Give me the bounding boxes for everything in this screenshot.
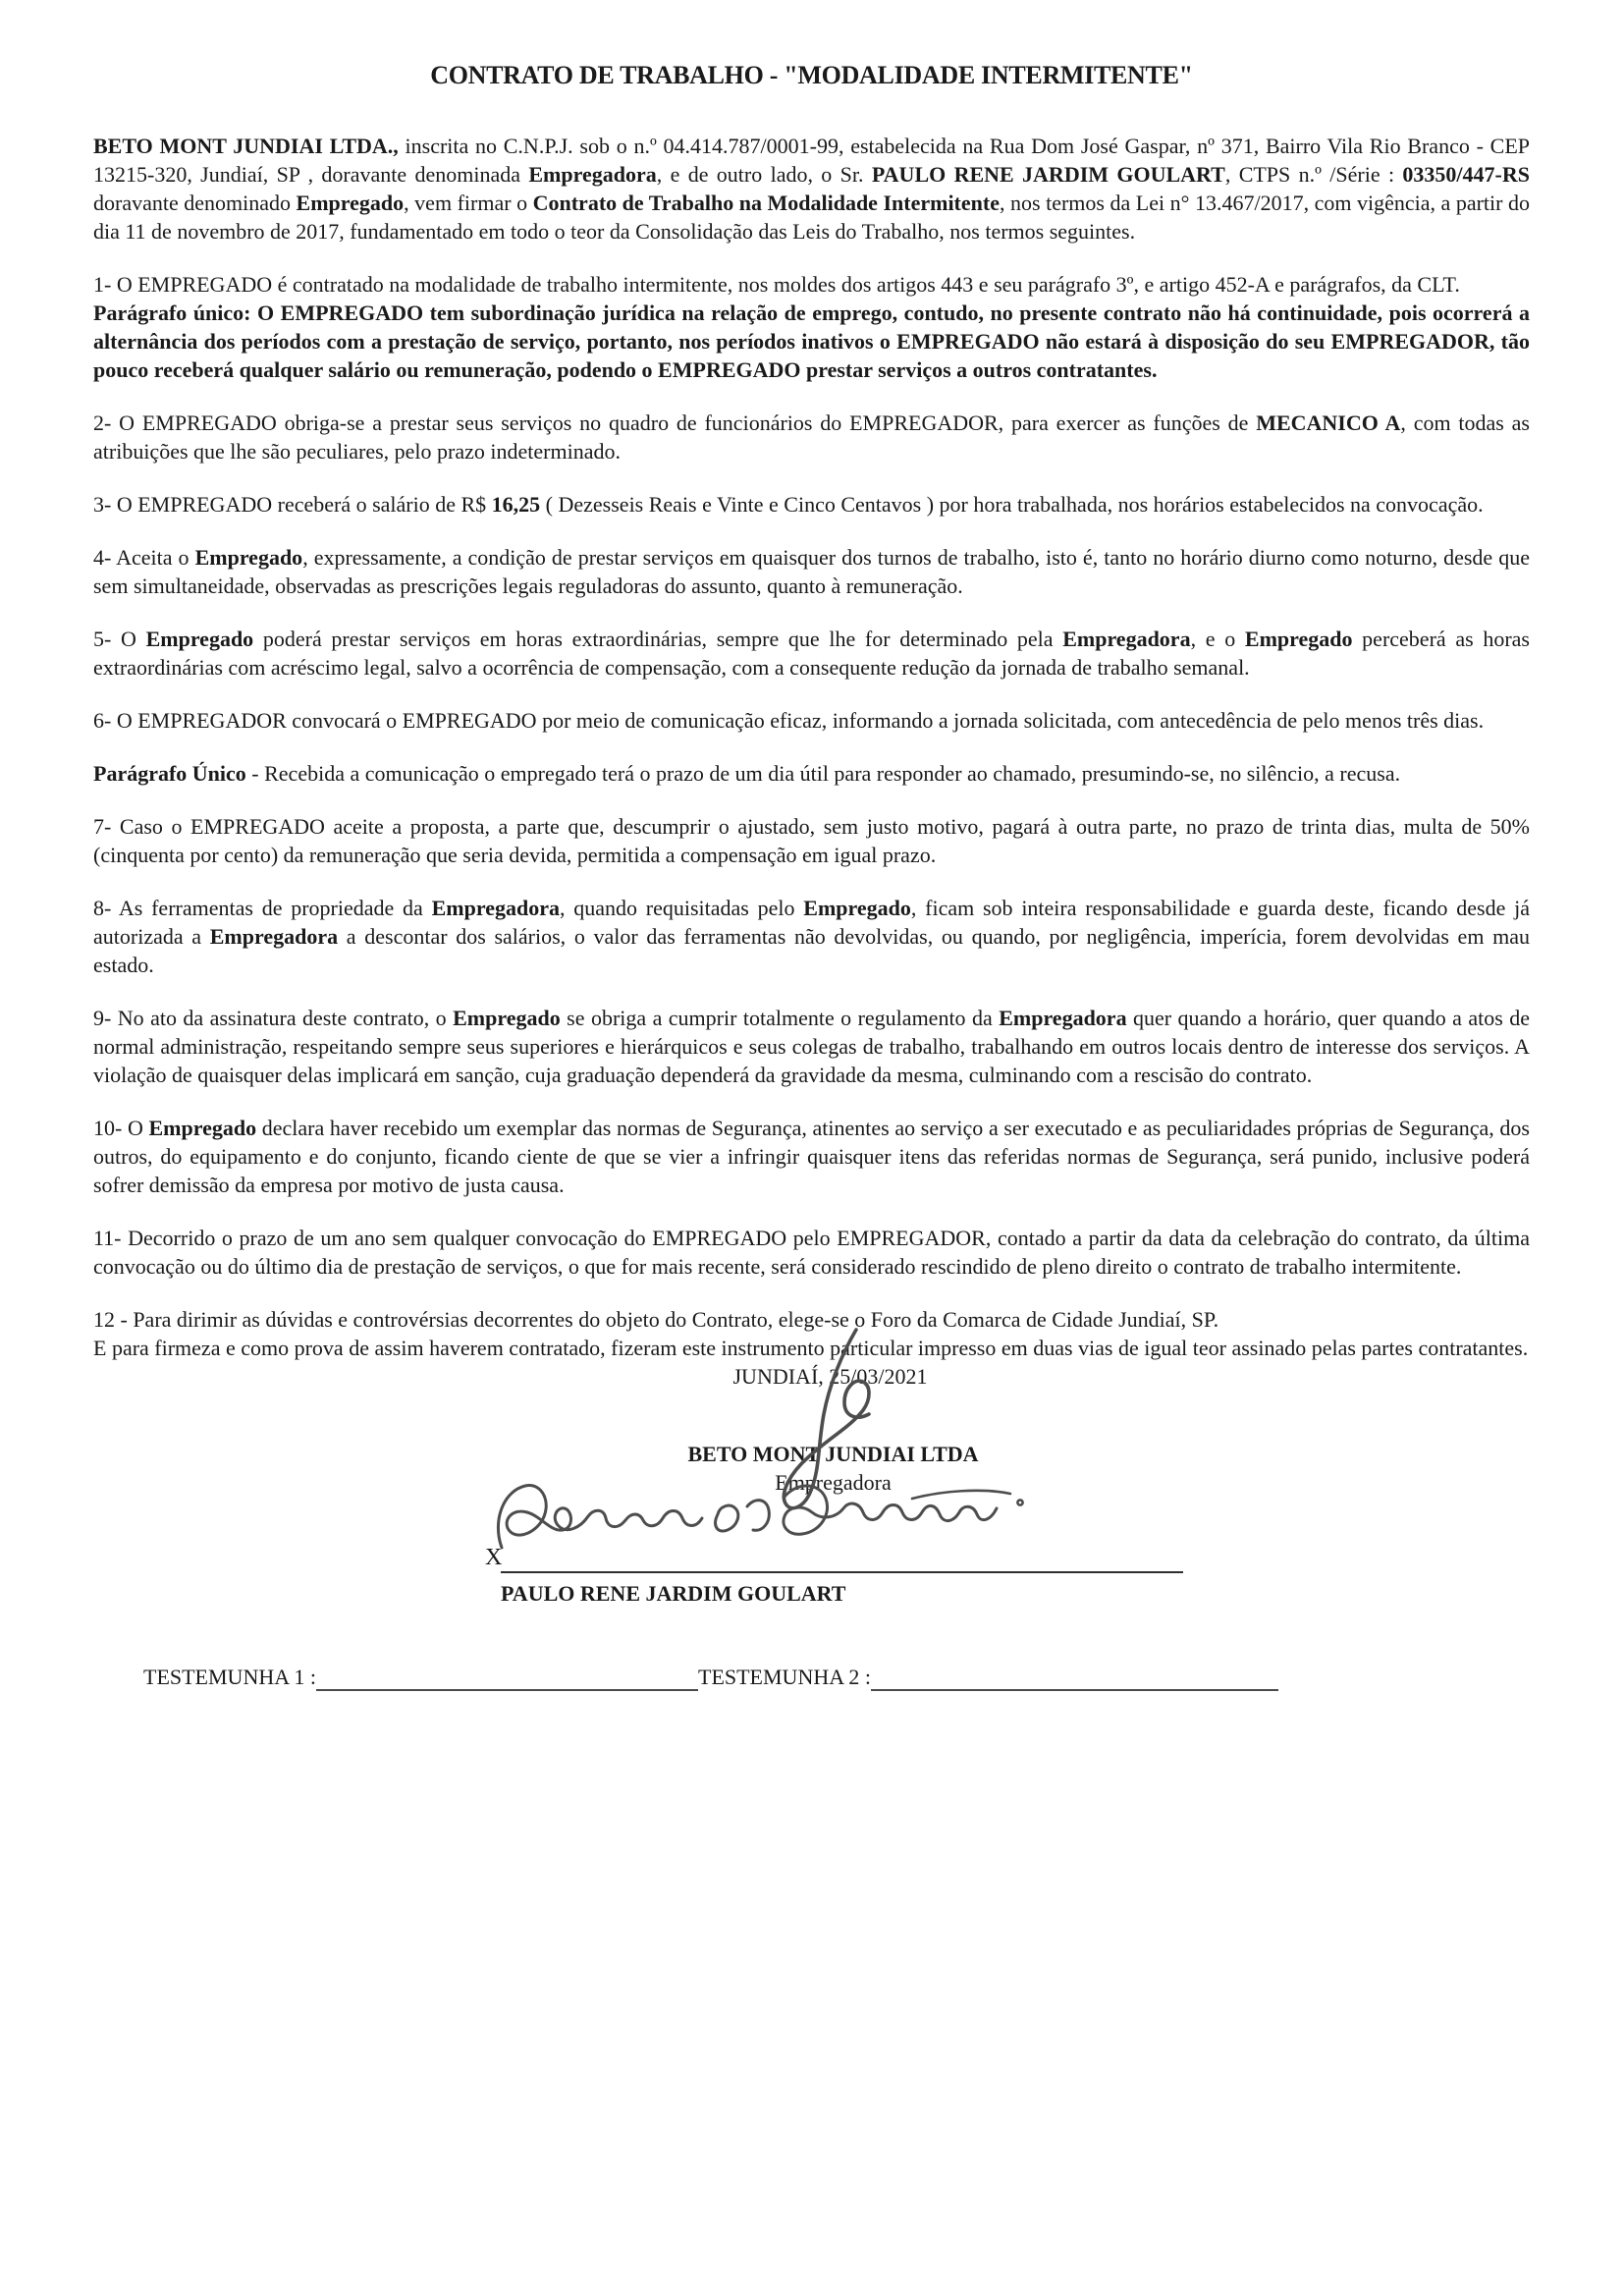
employer-name: BETO MONT JUNDIAI LTDA bbox=[687, 1442, 979, 1466]
employer-role: Empregadora bbox=[775, 1470, 892, 1495]
intro-paragraph: BETO MONT JUNDIAI LTDA., inscrita no C.N.P.J. sob o n.º 04.414.787/0001-99, estabelecida na Rua Dom José Gaspar, nº 371, Bairro Vila Rio Branco - CEP 13215-320, Jundiaí, SP , doravante denominada Empregadora, e de outro lado, o Sr. PAULO RENE JARDIM GOULART, CTPS n.º /Série : 03350/447-RS doravante denominado Empregado, vem firmar o Contrato de Trabalho na Modalidade Intermitente, nos termos da Lei n° 13.467/2017, com vigência, a partir do dia 11 de novembro de 2017, fundamentado em todo o teor da Consolidação das Leis do Trabalho, nos termos seguintes. bbox=[93, 134, 1530, 244]
place-date: JUNDIAÍ, 25/03/2021 bbox=[732, 1364, 928, 1389]
employee-signature-line bbox=[501, 1571, 1183, 1573]
witness2-label: TESTEMUNHA 2 : bbox=[698, 1665, 871, 1689]
clause-12-continuation: E para firmeza e como prova de assim haverem contratado, fizeram este instrumento particular impresso em duas vias de igual teor assinado pelas partes contratantes. bbox=[93, 1336, 1529, 1360]
clause-3: 3- O EMPREGADO receberá o salário de R$ 16,25 ( Dezesseis Reais e Vinte e Cinco Centavos ) por hora trabalhada, nos horários estabelecidos na convocação. bbox=[93, 492, 1484, 517]
clause-10: 10- O Empregado declara haver recebido um exemplar das normas de Segurança, atinentes ao serviço a ser executado e as peculiaridades próprias de Segurança, dos outros, do equipamento e do conjunto, ficando ciente de que se vier a infringir quaisquer itens das referidas normas de Segurança, será punido, inclusive poderá sofrer demissão da empresa por motivo de justa causa. bbox=[93, 1116, 1530, 1197]
employee-signature-block bbox=[93, 1497, 1530, 1610]
witness1-signature-line bbox=[316, 1664, 698, 1691]
clause-2: 2- O EMPREGADO obriga-se a prestar seus serviços no quadro de funcionários do EMPREGADOR, para exercer as funções de MECANICO A, com todas as atribuições que lhe são peculiares, pelo prazo indeterminado. bbox=[93, 410, 1530, 464]
clause-9: 9- No ato da assinatura deste contrato, o Empregado se obriga a cumprir totalmente o regulamento da Empregadora quer quando a horário, quer quando a atos de normal administração, respeitando sempre seus superiores e hierárquicos e seus colegas de trabalho, trabalhando em outros locais dentro de interesse dos serviços. A violação de quaisquer delas implicará em sanção, cuja graduação dependerá da gravidade da mesma, culminando com a rescisão do contrato. bbox=[93, 1006, 1530, 1087]
clause-8: 8- As ferramentas de propriedade da Empregadora, quando requisitadas pelo Empregado, ficam sob inteira responsabilidade e guarda deste, ficando desde já autorizada a Empregadora a descontar dos salários, o valor das ferramentas não devolvidas, ou quando, por negligência, imperícia, forem devolvidas em mau estado. bbox=[93, 896, 1530, 977]
clause-7: 7- Caso o EMPREGADO aceite a proposta, a parte que, descumprir o ajustado, sem justo motivo, pagará à outra parte, no prazo de trinta dias, multa de 50% (cinquenta por cento) da remuneração que seria devida, permitida a compensação em igual prazo. bbox=[93, 814, 1530, 867]
clause-12: 12 - Para dirimir as dúvidas e controvérsias decorrentes do objeto do Contrato, elege-se o Foro da Comarca de Cidade Jundiaí, SP. bbox=[93, 1307, 1219, 1332]
clause-11: 11- Decorrido o prazo de um ano sem qualquer convocação do EMPREGADO pelo EMPREGADOR, contado a partir da data da celebração do contrato, da última convocação ou do último dia de prestação de serviços, o que for mais recente, será considerado rescindido de pleno direito o contrato de trabalho intermitente. bbox=[93, 1226, 1530, 1279]
document-title: CONTRATO DE TRABALHO - "MODALIDADE INTERMITENTE" bbox=[430, 61, 1193, 89]
clause-1-sole-paragraph: Parágrafo único: O EMPREGADO tem subordinação jurídica na relação de emprego, contudo, no presente contrato não há continuidade, pois ocorrerá a alternância dos períodos com a prestação de serviço, portanto, nos períodos inativos o EMPREGADO não estará à disposição do seu EMPREGADOR, tão pouco receberá qualquer salário ou remuneração, podendo o EMPREGADO prestar serviços a outros contratantes. bbox=[93, 301, 1530, 382]
witness2-signature-line bbox=[871, 1664, 1278, 1691]
clause-5: 5- O Empregado poderá prestar serviços em horas extraordinárias, sempre que lhe for determinado pela Empregadora, e o Empregado perceberá as horas extraordinárias com acréscimo legal, salvo a ocorrência de compensação, com a consequente redução da jornada de trabalho semanal. bbox=[93, 627, 1530, 680]
witness-row bbox=[143, 1663, 1530, 1691]
witness1-label: TESTEMUNHA 1 : bbox=[143, 1665, 316, 1689]
clause-4: 4- Aceita o Empregado, expressamente, a condição de prestar serviços em quaisquer dos turnos de trabalho, isto é, tanto no horário diurno como noturno, desde que sem simultaneidade, observadas as prescrições legais reguladoras do assunto, quanto à remuneração. bbox=[93, 545, 1530, 598]
signature-x-mark: X bbox=[485, 1545, 503, 1570]
clause-1: 1- O EMPREGADO é contratado na modalidade de trabalho intermitente, nos moldes dos artigos 443 e seu parágrafo 3º, e artigo 452-A e parágrafos, da CLT. bbox=[93, 272, 1460, 297]
employee-signature-icon bbox=[486, 1469, 1036, 1579]
clause-6-sole-paragraph: Parágrafo Único - Recebida a comunicação o empregado terá o prazo de um dia útil para responder ao chamado, presumindo-se, no silêncio, a recusa. bbox=[93, 761, 1401, 786]
clause-6: 6- O EMPREGADOR convocará o EMPREGADO por meio de comunicação eficaz, informando a jornada solicitada, com antecedência de pelo menos três dias. bbox=[93, 708, 1485, 733]
employee-name: PAULO RENE JARDIM GOULART bbox=[501, 1581, 846, 1606]
